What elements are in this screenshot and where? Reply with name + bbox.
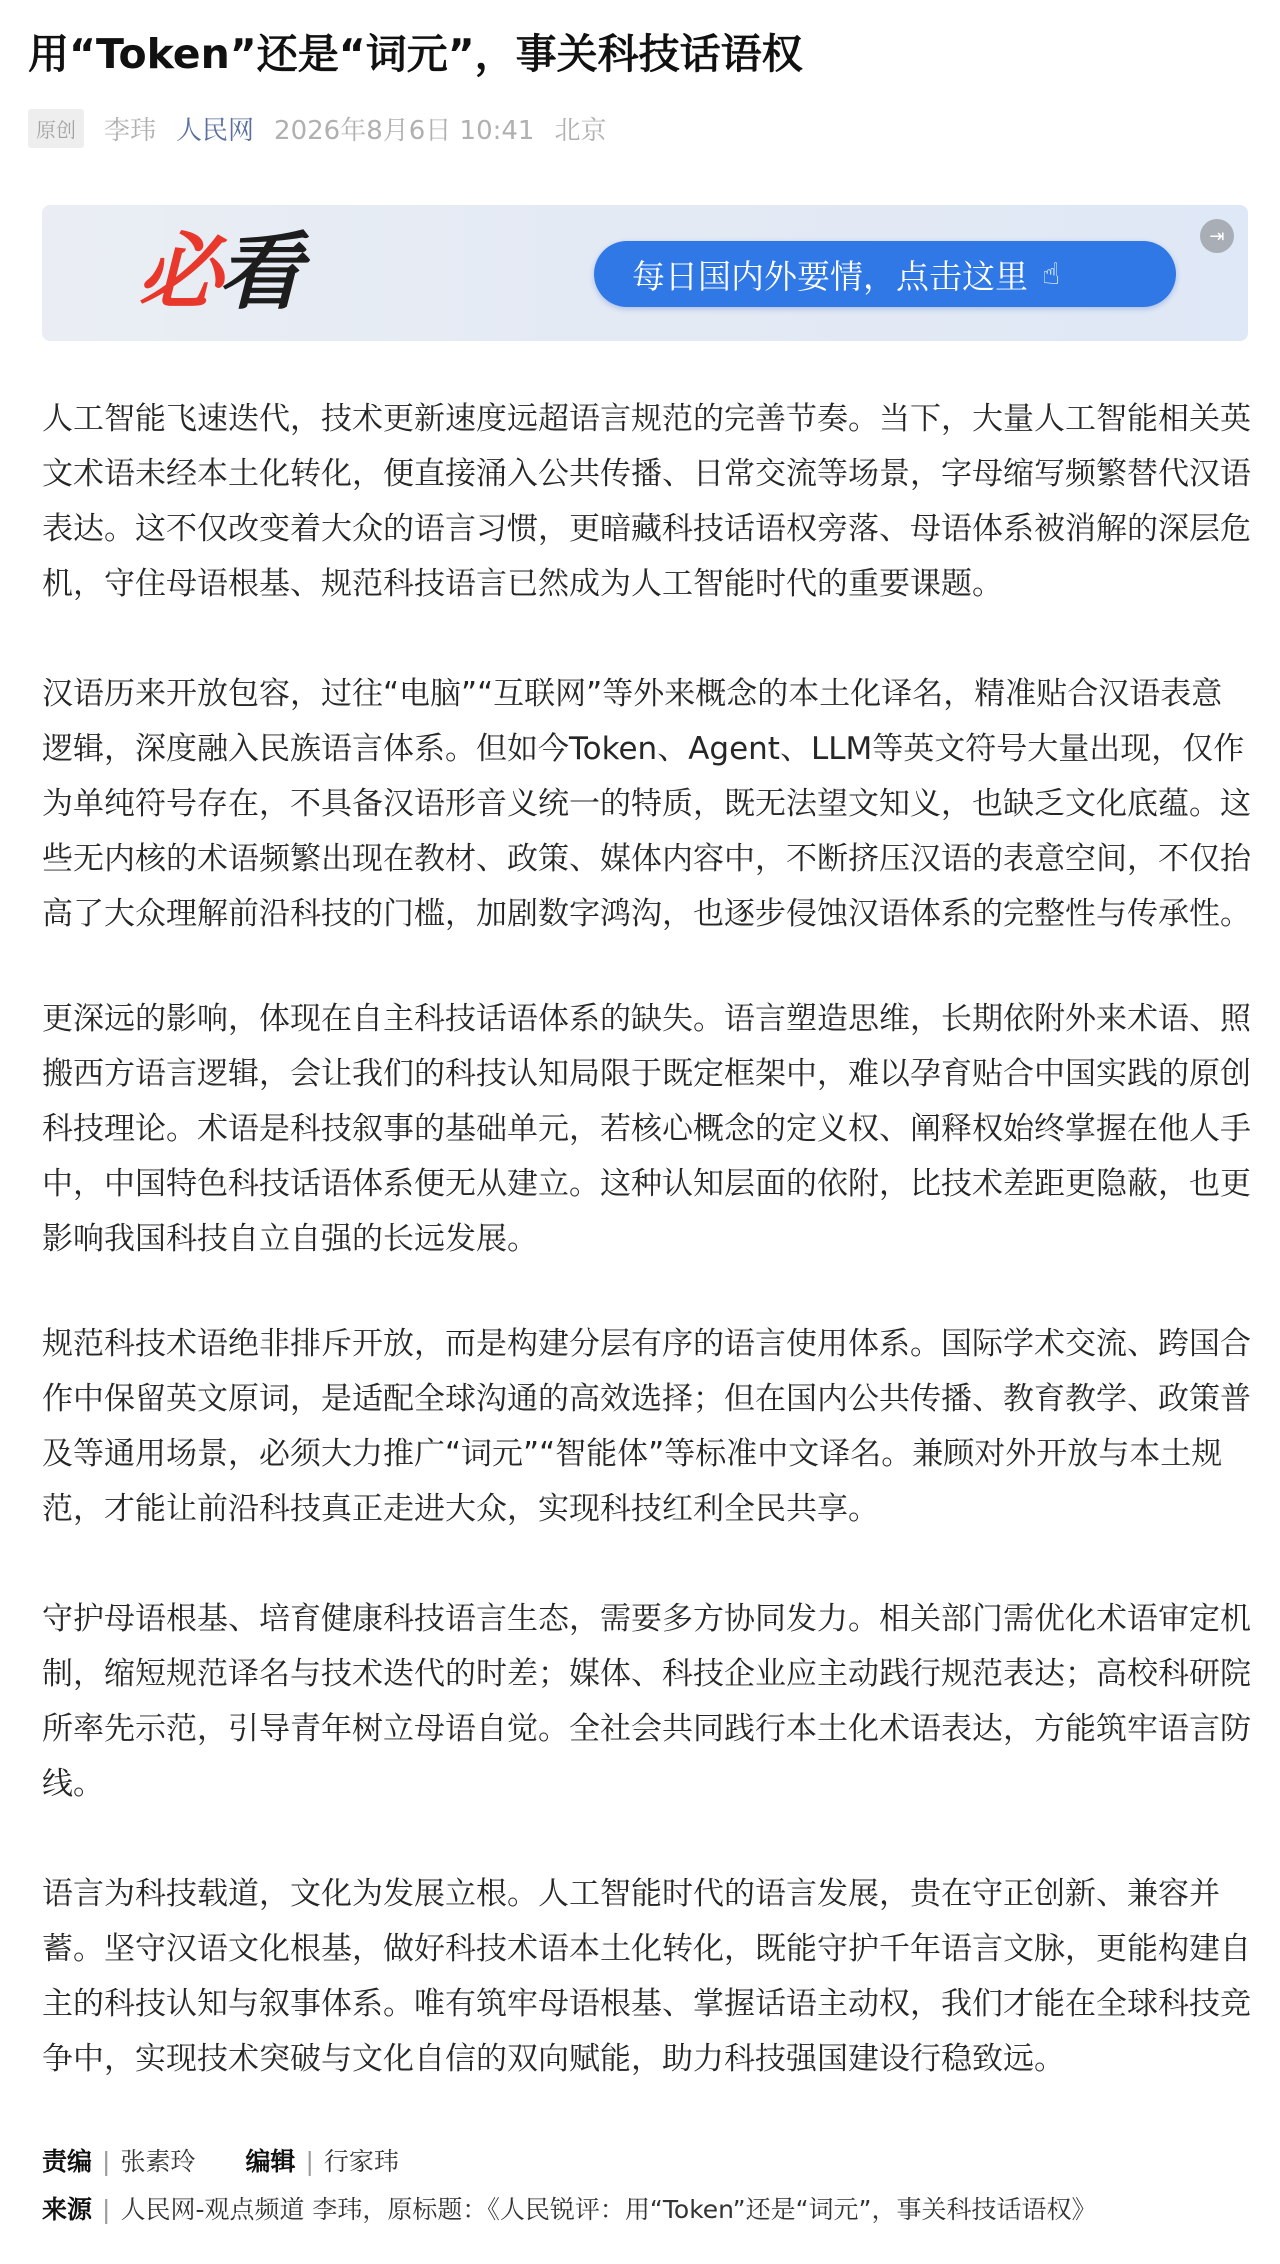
- banner-logo: [138, 223, 299, 321]
- separator: |: [102, 2147, 111, 2176]
- paragraph-4: 规范科技术语绝非排斥开放，而是构建分层有序的语言使用体系。国际学术交流、跨国合作中保留英文原词，是适配全球沟通的高效选择；但在国内公共传播、教育教学、政策普及等通用场景，必须大力推广“词元”“智能体”等标准中文译名。兼顾对外开放与本土规范，才能让前沿科技真正走进大众，实现科技红利全民共享。: [42, 1326, 1251, 1527]
- banner-cta-label: 每日国内外要情，点击这里: [632, 256, 1028, 296]
- paragraph-3: 更深远的影响，体现在自主科技话语体系的缺失。语言塑造思维，长期依附外来术语、照搬西方语言逻辑，会让我们的科技认知局限于既定框架中，难以孕育贴合中国实践的原创科技理论。术语是科技叙事的基础单元，若核心概念的定义权、阐释权始终掌握在他人手中，中国特色科技话语体系便无从建立。这种认知层面的依附，比技术差距更隐蔽，也更影响我国科技自立自强的长远发展。: [42, 1001, 1251, 1257]
- banner-logo-part1: 必: [138, 223, 219, 321]
- separator: |: [305, 2147, 314, 2176]
- author-name[interactable]: 李玮: [104, 115, 157, 146]
- editor2-label: 编辑: [245, 2147, 296, 2176]
- editor-credits: [42, 2142, 399, 2178]
- promo-banner[interactable]: [42, 205, 1248, 341]
- hand-pointer-icon: ☝: [1042, 256, 1061, 292]
- banner-logo-part2: 看: [218, 223, 299, 321]
- editor2-name: 行家玮: [323, 2147, 399, 2176]
- paragraph-6: 语言为科技载道，文化为发展立根。人工智能时代的语言发展，贵在守正创新、兼容并蓄。坚守汉语文化根基，做好科技术语本土化转化，既能守护千年语言文脉，更能构建自主的科技认知与叙事体系。唯有筑牢母语根基、掌握话语主动权，我们才能在全球科技竞争中，实现技术突破与文化自信的双向赋能，助力科技强国建设行稳致远。: [42, 1876, 1251, 2077]
- article-meta: [28, 106, 627, 150]
- article-title: 用“Token”还是“词元”，事关科技话语权: [28, 30, 803, 78]
- paragraph-2: 汉语历来开放包容，过往“电脑”“互联网”等外来概念的本土化译名，精准贴合汉语表意逻辑，深度融入民族语言体系。但如今Token、Agent、LLM等英文符号大量出现，仅作为单纯符号存在，不具备汉语形音义统一的特质，既无法望文知义，也缺乏文化底蕴。这些无内核的术语频繁出现在教材、政策、媒体内容中，不断挤压汉语的表意空间，不仅抬高了大众理解前沿科技的门槛，加剧数字鸿沟，也逐步侵蚀汉语体系的完整性与传承性。: [42, 676, 1251, 932]
- editor-label: 责编: [42, 2147, 93, 2176]
- source-credits: [42, 2190, 1097, 2226]
- publish-location: 北京: [554, 115, 607, 146]
- exit-icon[interactable]: ⇥: [1200, 219, 1234, 253]
- publish-time: 2026年8月6日 10:41: [274, 115, 535, 146]
- separator: |: [102, 2195, 111, 2224]
- paragraph-5: 守护母语根基、培育健康科技语言生态，需要多方协同发力。相关部门需优化术语审定机制，缩短规范译名与技术迭代的时差；媒体、科技企业应主动践行规范表达；高校科研院所率先示范，引导青年树立母语自觉。全社会共同践行本土化术语表达，方能筑牢语言防线。: [42, 1601, 1251, 1802]
- source-link[interactable]: 人民网: [176, 115, 255, 146]
- source-label: 来源: [42, 2195, 93, 2224]
- original-badge: 原创: [28, 109, 84, 148]
- source-text: 人民网-观点频道 李玮，原标题：《人民锐评：用“Token”还是“词元”，事关科技话语权》: [120, 2195, 1097, 2224]
- editor-name: 张素玲: [120, 2147, 196, 2176]
- banner-cta-button[interactable]: [594, 241, 1176, 307]
- paragraph-1: 人工智能飞速迭代，技术更新速度远超语言规范的完善节奏。当下，大量人工智能相关英文术语未经本土化转化，便直接涌入公共传播、日常交流等场景，字母缩写频繁替代汉语表达。这不仅改变着大众的语言习惯，更暗藏科技话语权旁落、母语体系被消解的深层危机，守住母语根基、规范科技语言已然成为人工智能时代的重要课题。: [42, 401, 1251, 602]
